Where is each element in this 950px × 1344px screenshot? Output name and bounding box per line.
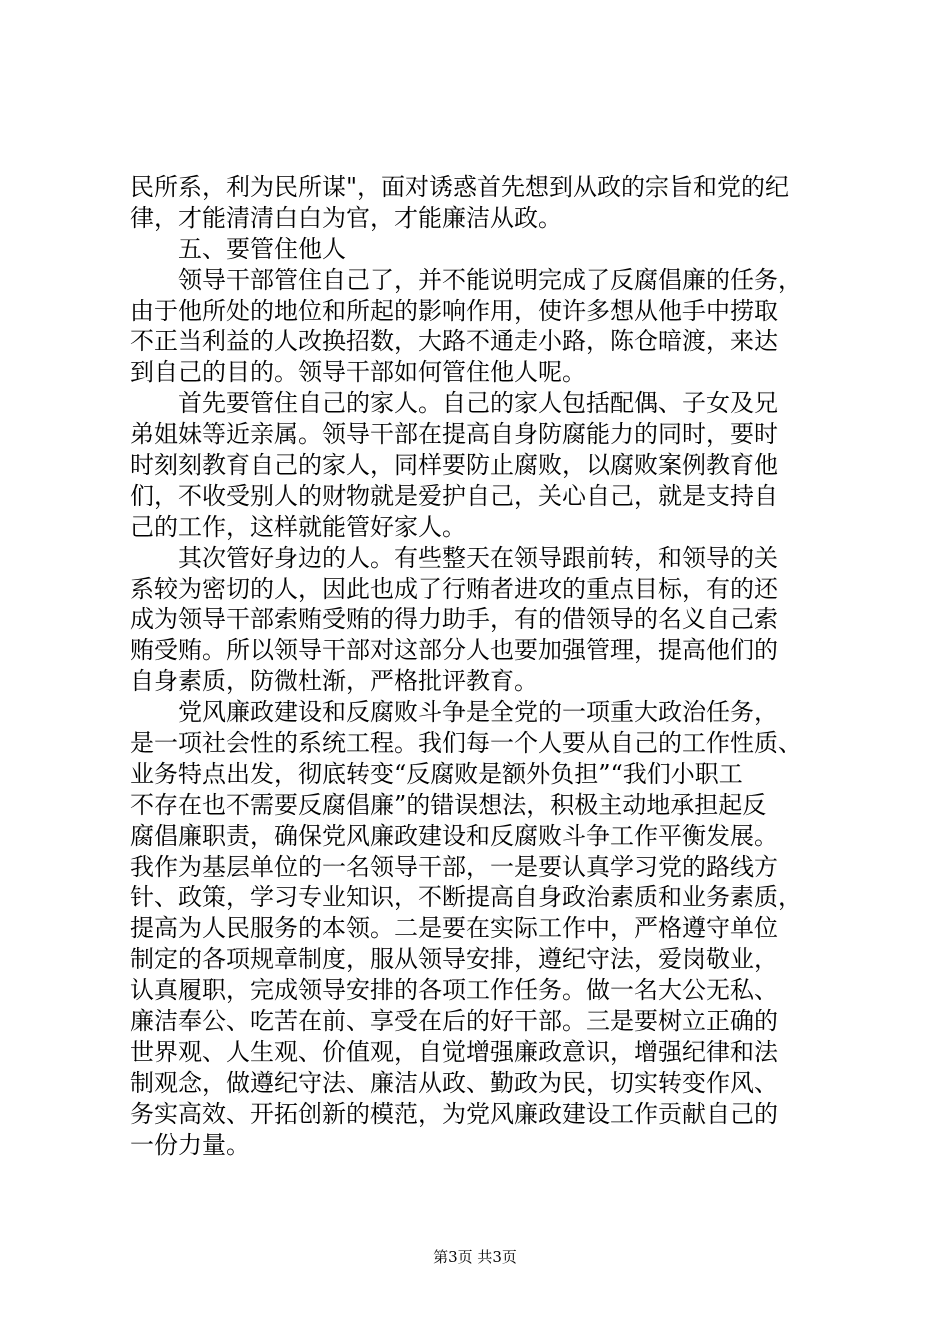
body-line: 业务特点出发，彻底转变“反腐败是额外负担”“我们小职工 [130, 759, 743, 788]
body-line: 领导干部管住自己了，并不能说明完成了反腐倡廉的任务， [178, 265, 802, 294]
body-line: 不存在也不需要反腐倡廉”的错误想法，积极主动地承担起反 [130, 790, 767, 819]
body-line: 成为领导干部索贿受贿的得力助手，有的借领导的名义自己索 [130, 605, 778, 634]
body-line: 制定的各项规章制度，服从领导安排，遵纪守法，爱岗敬业， [130, 945, 778, 974]
body-line: 是一项社会性的系统工程。我们每一个人要从自己的工作性质、 [130, 729, 802, 758]
body-line: 我作为基层单位的一名领导干部，一是要认真学习党的路线方 [130, 852, 778, 881]
body-line: 廉洁奉公、吃苦在前、享受在后的好干部。三是要树立正确的 [130, 1007, 778, 1036]
body-line: 其次管好身边的人。有些整天在领导跟前转，和领导的关 [178, 543, 778, 572]
body-line: 由于他所处的地位和所起的影响作用，使许多想从他手中捞取 [130, 296, 778, 325]
body-line: 自身素质，防微杜渐，严格批评教育。 [130, 667, 538, 696]
body-line: 首先要管住自己的家人。自己的家人包括配偶、子女及兄 [178, 389, 778, 418]
body-line: 提高为人民服务的本领。二是要在实际工作中，严格遵守单位 [130, 914, 778, 943]
page-number-footer: 第3页 共3页 [433, 1248, 517, 1266]
body-line: 一份力量。 [130, 1130, 250, 1159]
body-line: 制观念，做遵纪守法、廉洁从政、勤政为民，切实转变作风、 [130, 1068, 778, 1097]
document-body [130, 172, 830, 1161]
body-line: 世界观、人生观、价值观，自觉增强廉政意识，增强纪律和法 [130, 1037, 778, 1066]
section-heading: 五、要管住他人 [178, 234, 346, 263]
body-line: 贿受贿。所以领导干部对这部分人也要加强管理，提高他们的 [130, 636, 778, 665]
body-line: 务实高效、开拓创新的模范，为党风廉政建设工作贡献自己的 [130, 1099, 778, 1128]
body-line: 己的工作，这样就能管好家人。 [130, 512, 466, 541]
body-line: 认真履职，完成领导安排的各项工作任务。做一名大公无私、 [130, 976, 778, 1005]
body-line: 到自己的目的。领导干部如何管住他人呢。 [130, 358, 586, 387]
body-line: 们，不收受别人的财物就是爱护自己，关心自己，就是支持自 [130, 481, 778, 510]
body-line: 弟姐妹等近亲属。领导干部在提高自身防腐能力的同时，要时 [130, 420, 778, 449]
body-line: 系较为密切的人，因此也成了行贿者进攻的重点目标，有的还 [130, 574, 778, 603]
body-line: 民所系，利为民所谋"，面对诱惑首先想到从政的宗旨和党的纪 [130, 173, 790, 201]
body-line: 党风廉政建设和反腐败斗争是全党的一项重大政治任务， [178, 698, 778, 727]
body-line: 腐倡廉职责，确保党风廉政建设和反腐败斗争工作平衡发展。 [130, 821, 778, 850]
body-line: 律，才能清清白白为官，才能廉洁从政。 [130, 203, 562, 232]
body-line: 时刻刻教育自己的家人，同样要防止腐败，以腐败案例教育他 [130, 451, 778, 480]
body-line: 针、政策，学习专业知识，不断提高自身政治素质和业务素质， [130, 883, 802, 912]
body-line: 不正当利益的人改换招数，大路不通走小路，陈仓暗渡，来达 [130, 327, 778, 356]
